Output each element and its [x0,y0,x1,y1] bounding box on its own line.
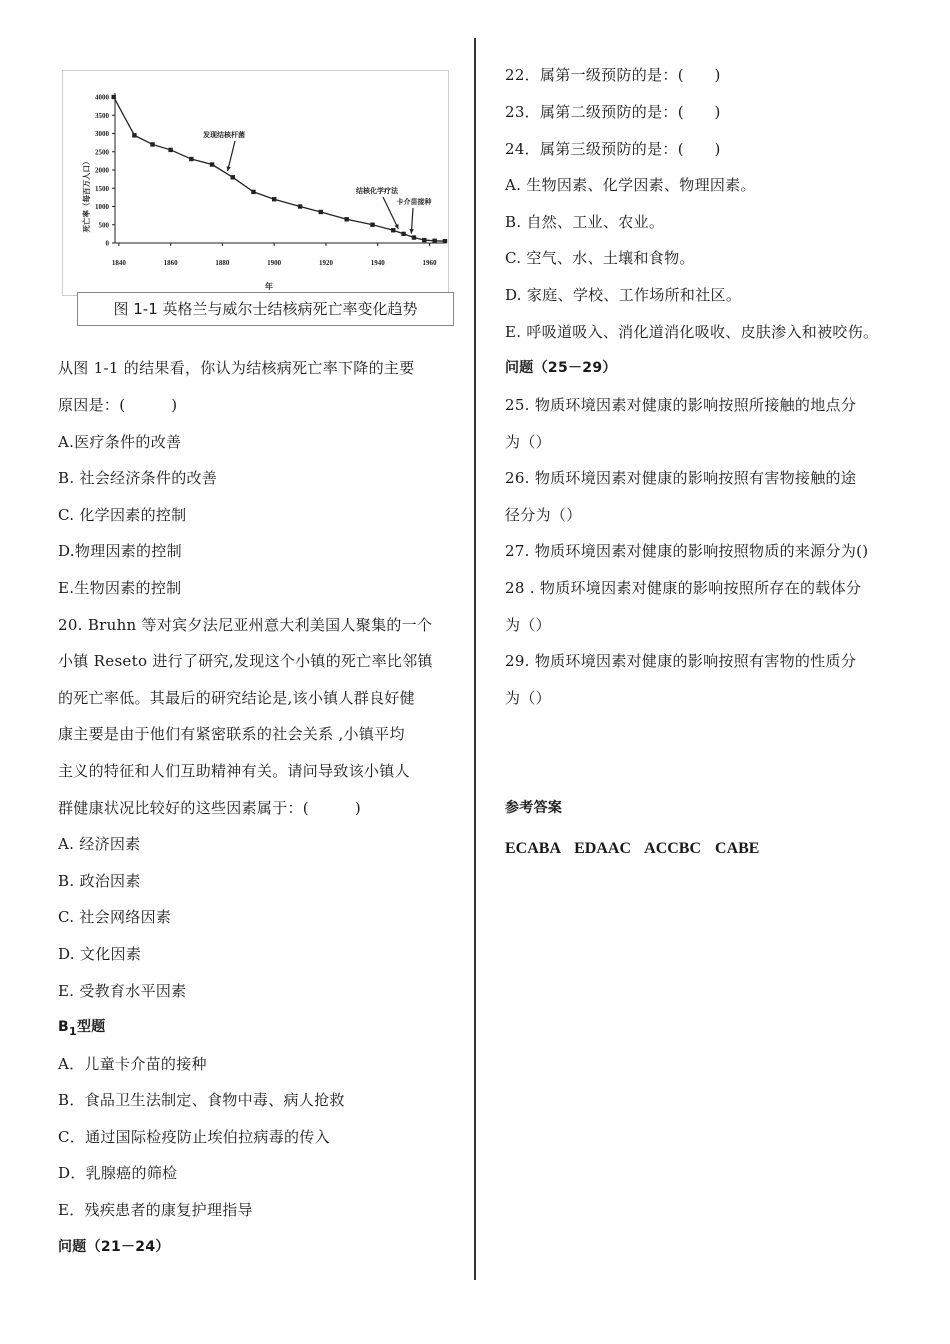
x-tick-label: 1860 [163,259,178,267]
q20-line1: 20. Bruhn 等对宾夕法尼亚州意大利美国人聚集的一个 [58,616,433,634]
q27: 27. 物质环境因素对健康的影响按照物质的来源分为() [505,542,869,560]
b1-option-d: D．乳腺癌的筛检 [58,1164,178,1182]
y-tick-label: 500 [98,221,109,230]
data-point [132,133,136,137]
q20-line5: 主义的特征和人们互助精神有关。请问导致该小镇人 [58,762,410,780]
y-tick-label: 2500 [95,148,109,157]
q29-line1: 29. 物质环境因素对健康的影响按照有害物的性质分 [505,652,857,670]
b1-heading-subscript: 1 [68,1024,77,1038]
annotation-arrow [228,141,235,171]
data-point [412,235,416,239]
data-point [231,175,235,179]
x-tick-label: 1840 [111,259,126,267]
data-point [443,239,447,243]
q29-line2: 为（） [505,689,551,707]
b1-type-heading [58,1016,106,1043]
b1-option-b: B．食品卫生法制定、食物中毒、病人抢救 [58,1091,345,1109]
option-a: A. 生物因素、化学因素、物理因素。 [505,176,756,194]
y-tick-label: 0 [105,239,109,248]
questions-21-24-heading: 问题（21－24） [58,1239,170,1255]
y-tick-label: 2000 [95,166,109,175]
data-point [298,204,302,208]
x-tick-label: 1900 [267,259,282,267]
data-point [370,223,374,227]
q20-line2: 小镇 Reseto 进行了研究,发现这个小镇的死亡率比邻镇 [58,652,433,670]
data-point [319,210,323,214]
q26-line2: 径分为（） [505,506,582,524]
q19-option-e: E.生物因素的控制 [58,579,182,597]
q19-option-d: D.物理因素的控制 [58,542,182,560]
y-tick-label: 4000 [95,93,109,102]
figure-caption: 图 1-1 英格兰与威尔士结核病死亡率变化趋势 [77,292,454,326]
y-tick-label: 3500 [95,111,109,120]
tb-mortality-chart [63,71,448,295]
y-tick-label: 3000 [95,130,109,138]
q22: 22．属第一级预防的是：( ) [505,66,721,84]
x-tick-label: 1880 [215,259,230,267]
annotation-label: 结核化学疗法 [356,187,398,195]
q20-line4: 康主要是由于他们有紧密联系的社会关系 ,小镇平均 [58,725,405,743]
q19-stem-line2: 原因是：( ) [58,396,178,414]
data-point [168,148,172,152]
figure-tb-mortality [62,70,449,296]
x-tick-label: 1920 [318,259,333,267]
b1-option-a: A．儿童卡介苗的接种 [58,1055,207,1073]
data-point [422,238,426,242]
q20-option-a: A. 经济因素 [58,835,141,853]
q20-line6: 群健康状况比较好的这些因素属于：( ) [58,799,362,817]
annotation-arrowhead [409,229,413,234]
b1-option-e: E．残疾患者的康复护理指导 [58,1201,253,1219]
data-point [432,239,436,243]
data-point [150,142,154,146]
data-point [210,162,214,166]
answer-heading: 参考答案 [505,800,563,816]
q26-line1: 26. 物质环境因素对健康的影响按照有害物接触的途 [505,469,857,487]
q25-line1: 25. 物质环境因素对健康的影响按照所接触的地点分 [505,396,857,414]
questions-25-29-heading: 问题（25－29） [505,360,617,376]
answer-key: ECABA EDAAC ACCBC CABE [505,840,760,857]
option-b: B. 自然、工业、农业。 [505,213,665,231]
q20-option-e: E. 受教育水平因素 [58,982,187,1000]
y-tick-label: 1000 [95,203,109,211]
data-point [189,157,193,161]
y-tick-label: 1500 [95,184,109,193]
b1-heading-rest: 型题 [76,1019,106,1035]
x-tick-label: 1960 [422,259,437,267]
q20-option-c: C. 社会网络因素 [58,908,172,926]
q19-stem-line1: 从图 1-1 的结果看，你认为结核病死亡率下降的主要 [58,359,415,377]
data-point [251,190,255,194]
x-tick-label: 1940 [370,259,385,267]
q28-line2: 为（） [505,616,551,634]
q20-option-b: B. 政治因素 [58,872,141,890]
q25-line2: 为（） [505,433,551,451]
option-e: E. 呼吸道吸入、消化道消化吸收、皮肤渗入和被咬伤。 [505,323,879,341]
option-d: D. 家庭、学校、工作场所和社区。 [505,286,742,304]
mortality-line [114,97,445,241]
column-divider [474,38,476,1280]
q24: 24．属第三级预防的是：( ) [505,140,721,158]
b1-heading-letter: B [58,1019,69,1035]
q20-option-d: D. 文化因素 [58,945,142,963]
q19-option-b: B. 社会经济条件的改善 [58,469,218,487]
data-point [391,228,395,232]
data-point [112,95,116,99]
annotation-label: 发现结核杆菌 [203,131,245,139]
y-axis-label: 死亡率（每百万人口） [82,157,91,233]
q23: 23．属第二级预防的是：( ) [505,103,721,121]
q19-option-a: A.医疗条件的改善 [58,433,182,451]
q28-line1: 28 . 物质环境因素对健康的影响按照所存在的载体分 [505,579,862,597]
data-point [272,197,276,201]
annotation-label: 卡介苗接种 [396,198,432,206]
b1-option-c: C．通过国际检疫防止埃伯拉病毒的传入 [58,1128,330,1146]
option-c: C. 空气、水、土壤和食物。 [505,249,695,267]
data-point [401,232,405,236]
x-axis-label: 年 [265,282,273,291]
q19-option-c: C. 化学因素的控制 [58,506,187,524]
data-point [344,217,348,221]
q20-line3: 的死亡率低。其最后的研究结论是,该小镇人群良好健 [58,689,415,707]
